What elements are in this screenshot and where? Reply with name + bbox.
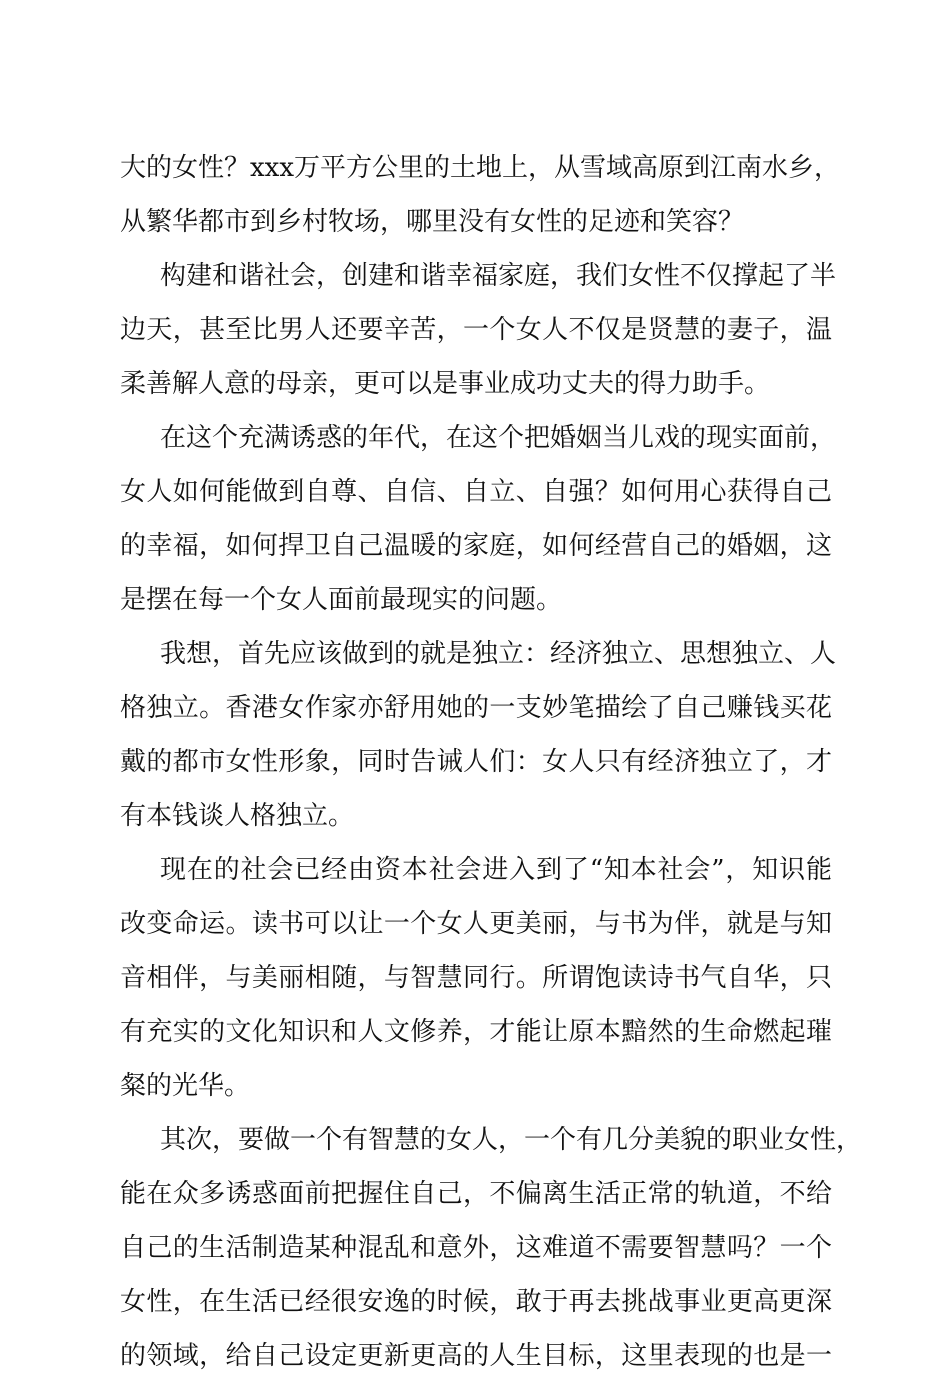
body-text bbox=[120, 141, 863, 1383]
text-line: 边天，甚至比男人还要辛苦，一个女人不仅是贤慧的妻子，温 bbox=[120, 315, 832, 345]
text-line: 有充实的文化知识和人文修养，才能让原本黯然的生命燃起璀 bbox=[120, 1017, 832, 1047]
text-line: 柔善解人意的母亲，更可以是事业成功丈夫的得力助手。 bbox=[120, 369, 771, 399]
paragraph-first-line: 构建和谐社会，创建和谐幸福家庭，我们女性不仅撑起了半 bbox=[160, 261, 837, 291]
text-line: 音相伴，与美丽相随，与智慧同行。所谓饱读诗书气自华，只 bbox=[120, 963, 832, 993]
paragraph-first-line: 其次，要做一个有智慧的女人，一个有几分美貌的职业女性， bbox=[160, 1125, 863, 1155]
paragraph-first-line: 现在的社会已经由资本社会进入到了“知本社会”，知识能 bbox=[160, 855, 832, 885]
text-line: 女人如何能做到自尊、自信、自立、自强？如何用心获得自己 bbox=[120, 477, 832, 507]
text-line: 的领域，给自己设定更新更高的人生目标，这里表现的也是一 bbox=[120, 1341, 832, 1371]
text-line: 从繁华都市到乡村牧场，哪里没有女性的足迹和笑容？ bbox=[120, 207, 745, 237]
text-line: 的幸福，如何捍卫自己温暖的家庭，如何经营自己的婚姻，这 bbox=[120, 531, 832, 561]
text-line: 自己的生活制造某种混乱和意外，这难道不需要智慧吗？一个 bbox=[120, 1233, 832, 1263]
text-line: 改变命运。读书可以让一个女人更美丽，与书为伴，就是与知 bbox=[120, 909, 832, 939]
text-line: 格独立。香港女作家亦舒用她的一支妙笔描绘了自己赚钱买花 bbox=[120, 693, 832, 723]
text-line: 能在众多诱惑面前把握住自己，不偏离生活正常的轨道，不给 bbox=[120, 1179, 832, 1209]
text-line: 是摆在每一个女人面前最现实的问题。 bbox=[120, 585, 563, 615]
text-line: 有本钱谈人格独立。 bbox=[120, 801, 355, 831]
text-line: 戴的都市女性形象，同时告诫人们：女人只有经济独立了，才 bbox=[120, 747, 832, 777]
text-line: 粲的光华。 bbox=[120, 1071, 251, 1101]
text-line: 女性，在生活已经很安逸的时候，敢于再去挑战事业更高更深 bbox=[120, 1287, 832, 1317]
paragraph-first-line: 在这个充满诱惑的年代，在这个把婚姻当儿戏的现实面前， bbox=[160, 423, 837, 453]
paragraph-first-line: 我想，首先应该做到的就是独立：经济独立、思想独立、人 bbox=[160, 639, 837, 669]
text-line: 大的女性？xxx万平方公里的土地上，从雪域高原到江南水乡， bbox=[120, 153, 840, 183]
